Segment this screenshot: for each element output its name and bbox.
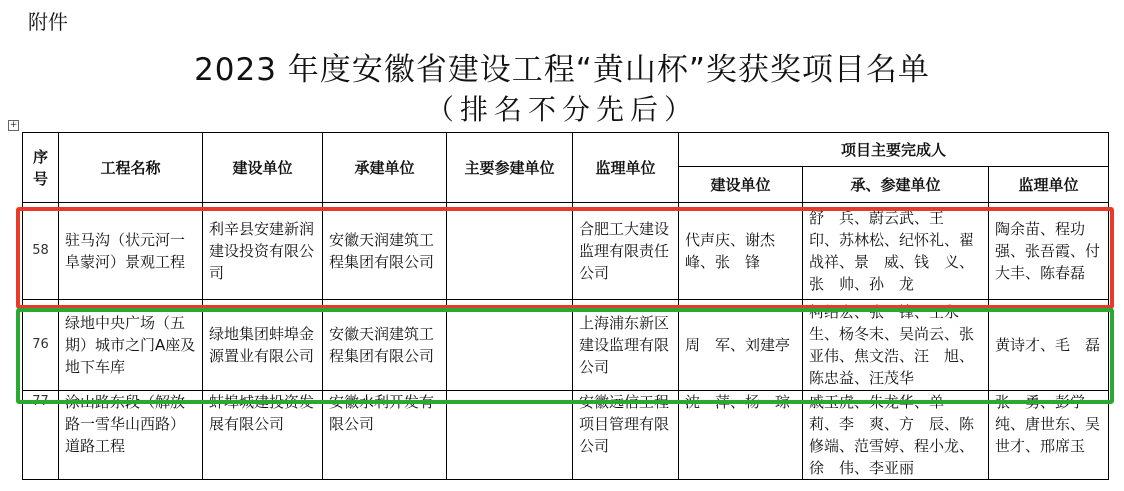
cell-contractor: 安徽天润建筑工程集团有限公司 [323,300,447,391]
cell-person-contractor: 舒 兵、蔚云武、王 印、苏林松、纪怀礼、翟战祥、景 威、钱 义、张 帅、孙 龙 [803,203,989,300]
header-row-1 [23,133,1109,167]
cell-contractor: 安徽天润建筑工程集团有限公司 [323,203,447,300]
document-subtitle: （排名不分先后） [425,93,698,126]
cell-contractor: 安徽水利开发有限公司 [323,391,447,480]
cell-main-participant [447,203,573,300]
subheader-builder: 建设单位 [679,167,803,203]
table-row [23,391,1109,480]
cell-person-builder: 周 军、刘建亭 [679,300,803,391]
header-completers-group: 项目主要完成人 [679,133,1109,167]
cell-person-contractor: 戚玉虎、朱龙华、单 莉、李 爽、方 辰、陈修端、范雪婷、程小龙、徐 伟、李亚丽 [803,391,989,480]
cell-builder: 利辛县安建新润建设投资有限公司 [203,203,323,300]
cell-supervisor: 安徽远信工程项目管理有限公司 [573,391,679,480]
table-row [23,203,1109,300]
header-seq: 序号 [23,133,59,203]
cell-person-builder: 代声庆、谢杰峰、张 锋 [679,203,803,300]
cell-person-supervisor: 黄诗才、毛 磊 [989,300,1109,391]
table-move-handle-icon[interactable]: + [9,120,18,130]
cell-seq: 77 [23,391,59,480]
attachment-label: 附件 [28,10,68,34]
cell-person-builder: 沈 萍、杨 琮 [679,391,803,480]
award-table [22,132,1109,480]
cell-builder: 蚌埠城建投资发展有限公司 [203,391,323,480]
header-supervisor: 监理单位 [573,133,679,203]
cell-project-name: 涂山路东段（解放路一雪华山西路）道路工程 [59,391,203,480]
cell-seq: 58 [23,203,59,300]
cell-supervisor: 上海浦东新区建设监理有限公司 [573,300,679,391]
cell-project-name: 绿地中央广场（五期）城市之门A座及地下车库 [59,300,203,391]
header-main-participant: 主要参建单位 [447,133,573,203]
cell-seq: 76 [23,300,59,391]
header-builder: 建设单位 [203,133,323,203]
document-title: 2023 年度安徽省建设工程“黄山杯”奖获奖项目名单 [194,52,930,88]
cell-main-participant [447,391,573,480]
cell-person-supervisor: 张 勇、彭学纯、唐世东、吴世才、邢席玉 [989,391,1109,480]
cell-builder: 绿地集团蚌埠金源置业有限公司 [203,300,323,391]
cell-supervisor: 合肥工大建设监理有限责任公司 [573,203,679,300]
subheader-supervisor: 监理单位 [989,167,1109,203]
subheader-contractor: 承、参建单位 [803,167,989,203]
cell-person-contractor: 柯绍宏、张 锋、王永生、杨冬末、吴尚云、张亚伟、焦文浩、汪 旭、陈忠益、汪茂华 [803,300,989,391]
table-row [23,300,1109,391]
header-contractor: 承建单位 [323,133,447,203]
cell-main-participant [447,300,573,391]
header-project-name: 工程名称 [59,133,203,203]
cell-person-supervisor: 陶余苗、程功强、张吾霞、付大丰、陈春磊 [989,203,1109,300]
cell-project-name: 驻马沟（状元河一阜蒙河）景观工程 [59,203,203,300]
